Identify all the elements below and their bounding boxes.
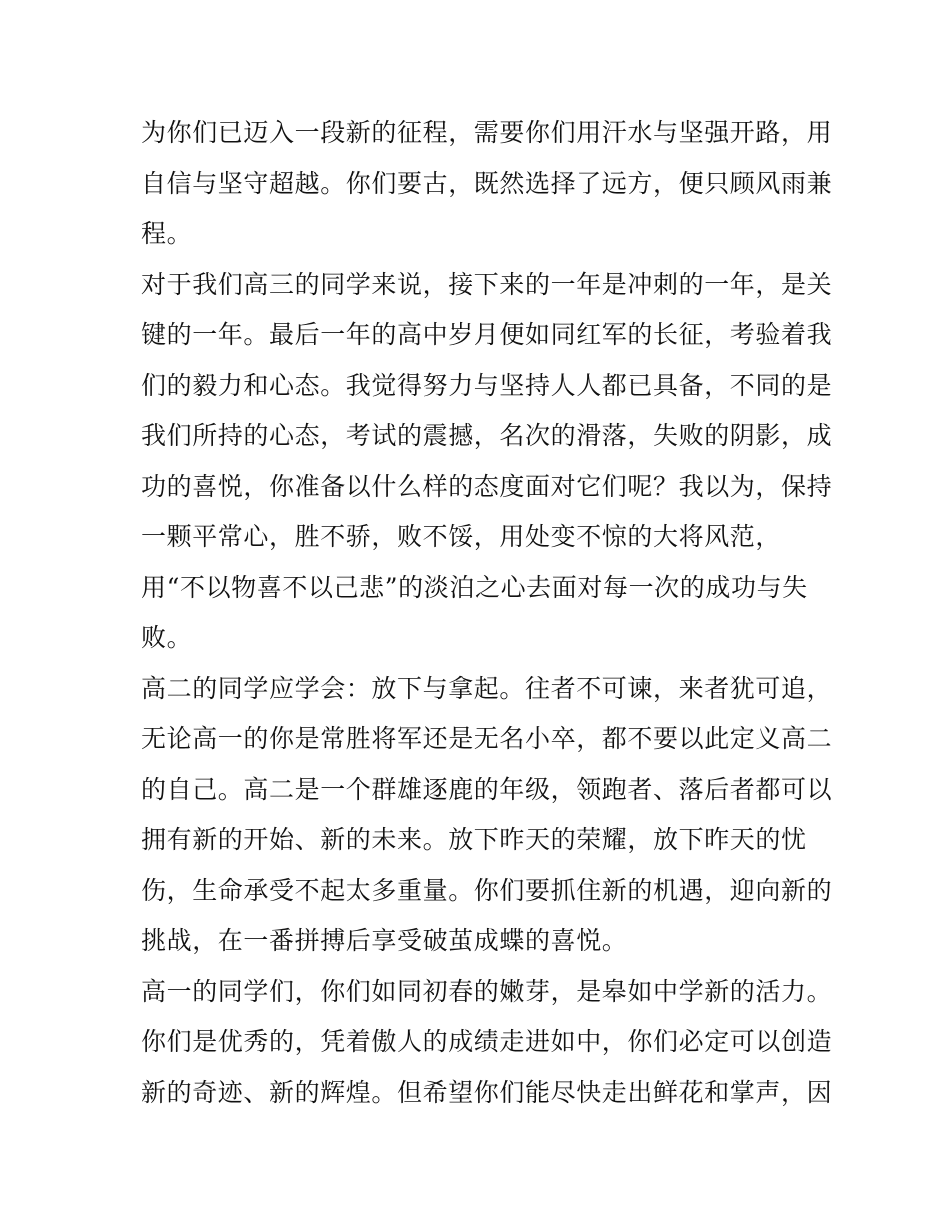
text-line: 键的一年。最后一年的高中岁月便如同红军的长征，考验着我: [141, 320, 833, 349]
text-line: 程。: [141, 219, 193, 248]
text-line: 高二的同学应学会：放下与拿起。往者不可谏，来者犹可追，: [141, 673, 833, 703]
text-line: 自信与坚守超越。你们要古，既然选择了远方，便只顾风雨兼: [141, 168, 833, 198]
text-line: 功的喜悦，你准备以什么样的态度面对它们呢？我以为，保持: [141, 471, 833, 501]
text-line: 对于我们高三的同学来说，接下来的一年是冲刺的一年，是关: [141, 269, 833, 299]
text-line: 高一的同学们，你们如同初春的嫩芽，是皋如中学新的活力。: [141, 976, 833, 1006]
text-line: 败。: [141, 623, 193, 652]
text-line: 拥有新的开始、新的未来。放下昨天的荣耀，放下昨天的忧: [141, 825, 807, 854]
text-line: 为你们已迈入一段新的征程，需要你们用汗水与坚强开路，用: [141, 118, 833, 147]
text-line: 们的毅力和心态。我觉得努力与坚持人人都已具备，不同的是: [141, 370, 833, 400]
text-line: 的自己。高二是一个群雄逐鹿的年级，领跑者、落后者都可以: [141, 774, 833, 804]
text-line: 挑战，在一番拼搏后享受破茧成蝶的喜悦。: [141, 926, 628, 955]
text-line: 新的奇迹、新的辉煌。但希望你们能尽快走出鲜花和掌声，因: [141, 1077, 833, 1107]
text-line: 我们所持的心态，考试的震撼，名次的滑落，失败的阴影，成: [141, 421, 833, 450]
text-line: 用“不以物喜不以己悲”的淡泊之心去面对每一次的成功与失: [141, 572, 808, 602]
text-line: 无论高一的你是常胜将军还是无名小卒，都不要以此定义高二: [141, 724, 833, 753]
body-text: [141, 108, 833, 1118]
text-line: 伤，生命承受不起太多重量。你们要抓住新的机遇，迎向新的: [141, 875, 833, 905]
text-line: 你们是优秀的，凭着傲人的成绩走进如中，你们必定可以创造: [141, 1027, 833, 1056]
text-line: 一颗平常心，胜不骄，败不馁，用处变不惊的大将风范，: [141, 522, 782, 551]
